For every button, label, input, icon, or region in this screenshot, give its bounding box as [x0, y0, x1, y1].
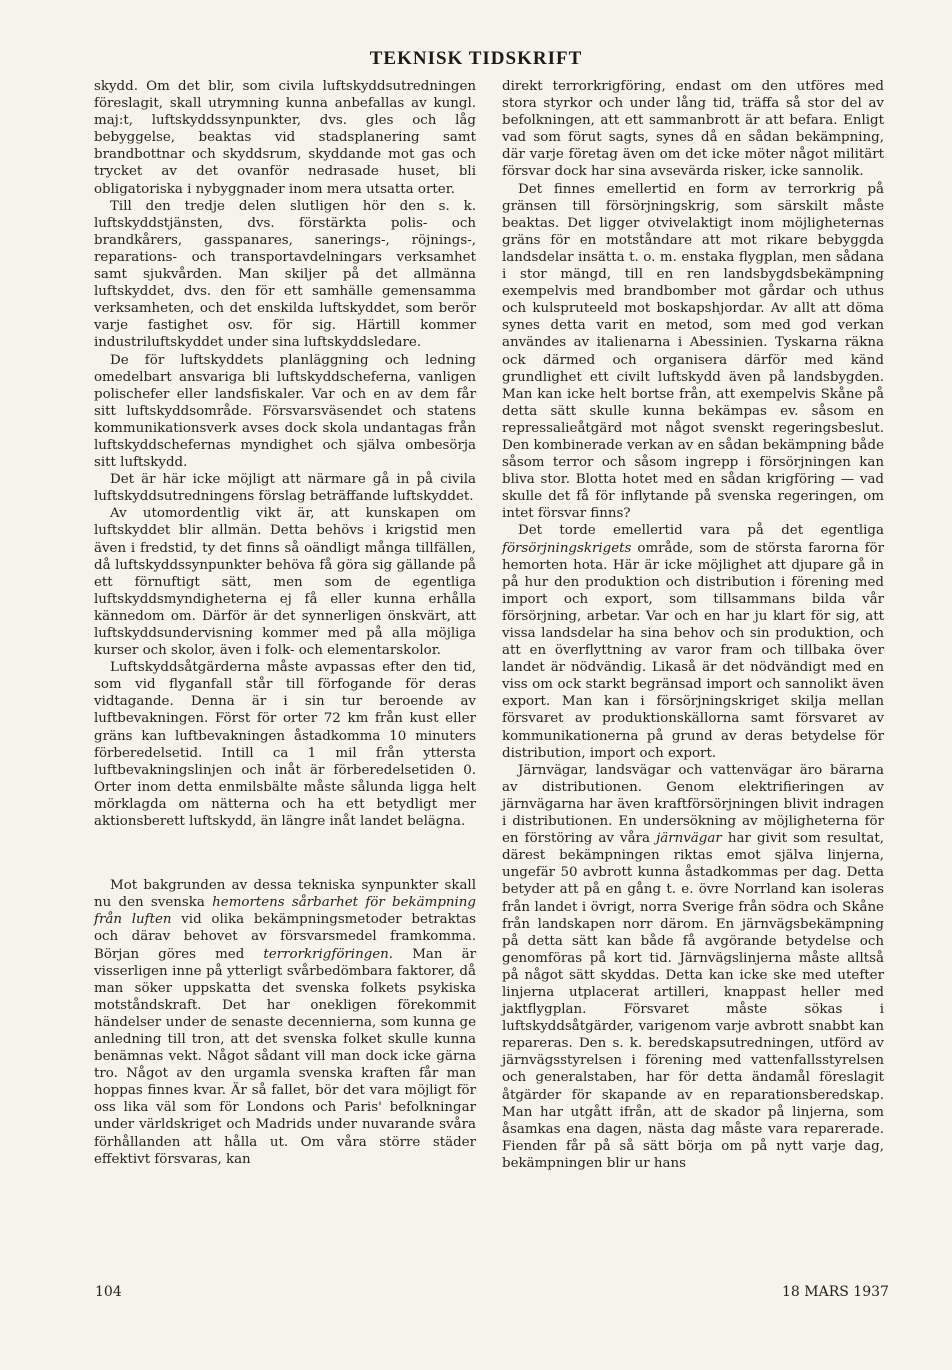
- text-run: Man är visserligen inne på ytterligt svårbedömbara faktorer, då man söker uppskatta det svenska folkets psykiska motståndskraft. Det har onekligen förekommit händelser under de senaste decennierna, som kunna ge anledning till tron, att det svenska folket skulle kunna benämnas vekt. Något sådant vill man dock icke gärna tro. Något av den urgamla svenska kraften får man hoppas finnes kvar. Är så fallet, bör det vara möjligt för oss lika väl som för Londons och Paris' befolkningar under världskriget och Madrids under nuvarande svåra förhållanden att hålla ut. Om våra större städer effektivt försvaras, kan: [94, 946, 477, 1167]
- right-paragraph-4: [502, 762, 884, 1172]
- left-paragraph-6: Luftskyddsåtgärderna måste avpassas efter den tid, som vid flyganfall står till förfogande för deras vidtagande. Denna är i sin tur beroende av luftbevakningen. Först för orter 72 km från kust eller gräns kan luftbevakningen åstadkomma 10 minuters förberedelsetid. Intill ca 1 mil från yttersta luftbevakningslinjen och inåt är förberedelsetiden 0. Orter inom detta enmilsbälte måste sålunda ligga helt mörklagda om nätterna och ha ett betydligt mer aktionsberett luftskydd, än längre inåt landet belägna.: [94, 660, 476, 830]
- left-paragraph-4: Det är här icke möjligt att närmare gå in på civila luftskyddsutredningens förslag beträffande luftskyddet.: [94, 472, 476, 505]
- italic-term: järnvägar: [656, 831, 722, 847]
- right-paragraph-2: Det finnes emellertid en form av terrorkrig på gränsen till försörjningskrig, som särskilt måste beaktas. Det ligger otvivelaktigt inom möjligheternas gräns för en motståndare att mot rikare bebyggda landsdelar insätta t. o. m. enstaka flygplan, men sådana i stor mängd, till en ren landsbygdsbekämpning exempelvis med brandbomber mot gårdar och uthus och kulspruteeld mot boskapshjordar. Av allt att döma synes detta varit en metod, som med god verkan användes av italienarna i Abessinien. Tyskarna räkna ock därmed och organisera därför med känd grundlighet ett civilt luftskydd även på landsbygden. Man kan icke helt bortse från, att exempelvis Skåne på detta sätt skulle kunna bekämpas ev. såsom en repressalieåtgärd mot något svenskt regeringsbeslut. Den kombinerade verkan av en sådan bekämpning både såsom terror och såsom ingrepp i försörjningen kan bliva stor. Blotta hotet med en sådan krigföring — vad skulle det få för inflytande på svenska regeringen, om intet försvar finns?: [502, 181, 884, 522]
- page-number: 104: [95, 1284, 122, 1300]
- section-gap: [94, 830, 476, 877]
- left-paragraph-7: [94, 877, 476, 1168]
- right-paragraph-1: direkt terrorkrigföring, endast om den utföres med stora styrkor och under lång tid, träffa så stor del av befolkningen, att ett sammanbrott är att befara. Enligt vad som förut sagts, synes då en sådan bekämpning, där varje företag även om det icke möter något militärt försvar dock har sina avsevärda risker, icke sannolik.: [502, 79, 884, 180]
- text-run: område, som de största farorna för hemorten hota. Här är icke möjlighet att djupare gå in på hur den produktion och distribution i förening med import och export, som tillsammans bilda vår försörjning, arbetar. Var och en har ju klart för sig, att vissa landsdelar ha sina behov och sin produktion, och att en överflyttning av varor fram och tillbaka över landet är nödvändig. Likaså är det nödvändigt med en viss om ock starkt begränsad import och sannolikt även export. Man kan i försörjningskriget skilja mellan försvaret av produktionskällorna samt försvaret av kommunikationerna på grund av deras betydelse för distribution, import och export.: [502, 540, 884, 761]
- issue-date: 18 MARS 1937: [782, 1284, 889, 1300]
- italic-term: terrorkrigföringen.: [263, 946, 394, 962]
- text-run: Järnvägar, landsvägar och vattenvägar äro bärarna av distributionen. Genom elektrifieringen av järnvägarna har även kraftförsörjningen blivit indragen i distributionen. En undersökning av möjligheterna för en förstöring av våra: [502, 762, 884, 847]
- left-paragraph-5: Av utomordentlig vikt är, att kunskapen om luftskyddet blir allmän. Detta behövs i krigstid men även i fredstid, ty det finns så oändligt många tillfällen, då luftskyddssynpunkter behöva få göra sig gällande på ett förnuftigt sätt, men som de egentliga luftskyddsmyndigheterna ej få eller kunna erhålla kännedom om. Därför är det synnerligen önskvärt, att luftskyddsundervisning kommer med på alla möjliga kurser och skolor, även i folk- och elementarskolor.: [94, 506, 476, 659]
- text-run: Mot bakgrunden av dessa tekniska synpunkter skall nu den svenska: [94, 878, 476, 911]
- left-paragraph-3: De för luftskyddets planläggning och ledning omedelbart ansvariga bli luftskyddscheferna, vanligen polischefer eller landsfiskaler. Var och en av dem får sitt luftskyddsområde. Försvarsväsendet och statens kommunikationsverk avses dock skola undantagas från luftskyddschefernas myndighet och själva ombesörja sitt luftskydd.: [94, 352, 476, 471]
- right-paragraph-3: [502, 522, 884, 761]
- text-run: Det torde emellertid vara på det egentliga: [518, 523, 884, 539]
- left-paragraph-2: Till den tredje delen slutligen hör den s. k. luftskyddstjänsten, dvs. förstärkta polis- och brandkårers, gasspanares, sanerings-, röjnings-, reparations- och transportavdelningars verksamhet samt sjukvården. Man skiljer på det allmänna luftskyddet, dvs. den för ett samhälle gemensamma verksamheten, och det enskilda luftskyddet, som berör varje fastighet osv. för sig. Härtill kommer industriluftskyddet under sina luftskyddsledare.: [94, 198, 476, 351]
- italic-term: försörjningskrigets: [502, 540, 632, 556]
- text-run: vid olika bekämpningsmetoder betraktas och därav behovet av försvarsmedel framkomma. Början göres med: [94, 912, 476, 962]
- text-run: har givit som resultat, därest bekämpningen riktas emot själva linjerna, ungefär 50 avbrott kunna åstadkommas per dag. Detta betyder att på en gång t. e. övre Norrland kan isoleras från landet i övrigt, norra Sverige från södra och Skåne från landskapen norr därom. En järnvägsbekämpning på detta sätt kan både få avgörande betydelse och genomföras på kort tid. Järnvägslinjerna måste alltså på något sätt skyddas. Detta kan icke ske med utefter linjerna utplacerat artilleri, knappast heller med jaktflygplan. Försvaret måste sökas i luftskyddsåtgärder, varigenom varje avbrott snabbt kan repareras. Den s. k. beredskapsutredningen, utförd av järnvägsstyrelsen i förening med vattenfallsstyrelsen och generalstaben, har för detta ändamål föreslagit åtgärder för skapande av en reparationsberedskap. Man har utgått ifrån, att de skador på linjerna, som åsamkas ena dagen, nästa dag måste vara reparerade. Fienden får på så sätt börja om på nytt varje dag, bekämpningen blir ur hans: [502, 831, 885, 1171]
- journal-title: TEKNISK TIDSKRIFT: [369, 48, 583, 69]
- italic-term: hemortens sårbarhet för bekämpning från luften: [94, 895, 476, 928]
- right-column: [502, 78, 884, 1172]
- left-paragraph-1: skydd. Om det blir, som civila luftskyddsutredningen föreslagit, skall utrymning kunna anbefallas av kungl. maj:t, luftskyddssynpunkter, dvs. gles och låg bebyggelse, beaktas vid stadsplanering samt brandbottnar och skyddsrum, skyddande mot gas och trycket av det ovanför nedrasade huset, bli obligatoriska i nybyggnader inom mera utsatta orter.: [94, 79, 476, 197]
- left-column: [94, 78, 476, 1168]
